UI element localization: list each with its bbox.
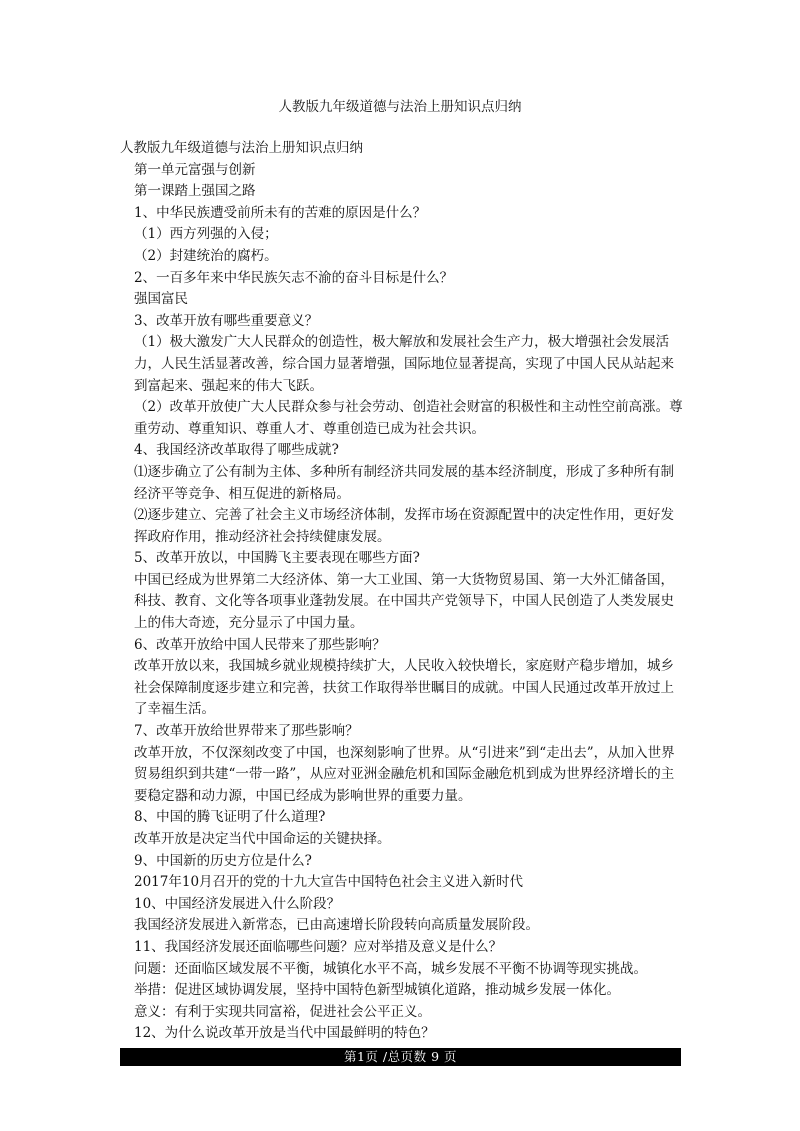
- paragraph: 第一单元富强与创新: [134, 161, 256, 178]
- paragraph: 9、中国新的历史方位是什么?: [134, 852, 312, 869]
- page-number-label: 第1页 /总页数 9 页: [343, 1049, 458, 1064]
- paragraph: 2、一百多年来中华民族矢志不渝的奋斗目标是什么？: [134, 269, 454, 286]
- paragraph: （1）极大激发广大人民群众的创造性，极大解放和发展社会生产力，极大增强社会发展活力，人民生活显著改善，综合国力显著增强，国际地位显著提高，实现了中国人民从站起来到富起来、强起来的伟大飞跃。: [134, 334, 674, 394]
- paragraph: 4、我国经济改革取得了哪些成就?: [134, 442, 339, 459]
- paragraph: 11、我国经济发展还面临哪些问题？应对举措及意义是什么？: [134, 938, 503, 955]
- paragraph: 改革开放以来，我国城乡就业规模持续扩大，人民收入较快增长，家庭财产稳步增加，城乡社会保障制度逐步建立和完善，扶贫工作取得举世瞩目的成就。中国人民通过改革开放过上了幸福生活。: [134, 658, 674, 718]
- paragraph: ⑵逐步建立、完善了社会主义市场经济体制，发挥市场在资源配置中的决定性作用，更好发挥政府作用，推动经济社会持续健康发展。: [134, 507, 674, 545]
- paragraph: 问题：还面临区域发展不平衡，城镇化水平不高，城乡发展不平衡不协调等现实挑战。: [134, 960, 647, 977]
- page-title: 人教版九年级道德与法治上册知识点归纳: [278, 99, 522, 115]
- paragraph: ⑴逐步确立了公有制为主体、多种所有制经济共同发展的基本经济制度，形成了多种所有制经济平等竞争、相互促进的新格局。: [134, 463, 674, 502]
- paragraph: 第一课踏上强国之路: [134, 183, 256, 200]
- document-body: [120, 138, 686, 1045]
- paragraph: 改革开放是决定当代中国命运的关键抉择。: [134, 831, 391, 847]
- paragraph: 意义：有利于实现共同富裕，促进社会公平正义。: [134, 1003, 431, 1020]
- paragraph: 我国经济发展进入新常态，已由高速增长阶段转向高质量发展阶段。: [134, 917, 539, 934]
- paragraph: 5、改革开放以，中国腾飞主要表现在哪些方面?: [134, 550, 420, 567]
- paragraph: 1、中华民族遭受前所未有的苦难的原因是什么？: [134, 204, 427, 221]
- paragraph: 7、改革开放给世界带来了那些影响？: [134, 723, 359, 740]
- paragraph: 10、中国经济发展进入什么阶段？: [134, 895, 341, 912]
- page-footer: [120, 1048, 681, 1066]
- paragraph: 改革开放，不仅深刻改变了中国，也深刻影响了世界。从“引进来”到“走出去”，从加入世界贸易组织到共建“一带一路”，从应对亚洲金融危机和国际金融危机到成为世界经济增长的主要稳定器和动力源，中国已经成为影响世界的重要力量。: [134, 744, 675, 804]
- paragraph: （1）西方列强的入侵；: [134, 226, 278, 243]
- paragraph: 2017年10月召开的党的十九大宣告中国特色社会主义进入新时代: [134, 874, 524, 891]
- paragraph: 6、改革开放给中国人民带来了那些影响？: [134, 636, 386, 653]
- paragraph: 8、中国的腾飞证明了什么道理?: [134, 809, 326, 826]
- paragraph: 12、为什么说改革开放是当代中国最鲜明的特色？: [134, 1025, 435, 1042]
- paragraph: 中国已经成为世界第二大经济体、第一大工业国、第一大货物贸易国、第一大外汇储备国，科技、教育、文化等各项事业蓬勃发展。在中国共产党领导下，中国人民创造了人类发展史上的伟大奇迹，充分显示了中国力量。: [134, 571, 674, 632]
- paragraph: 3、改革开放有哪些重要意义？: [134, 312, 319, 329]
- paragraph: 举措：促进区域协调发展，坚持中国特色新型城镇化道路，推动城乡发展一体化。: [134, 982, 620, 999]
- paragraph: 强国富民: [134, 291, 188, 308]
- paragraph: （2）改革开放使广大人民群众参与社会劳动、创造社会财富的积极性和主动性空前高涨。尊重劳动、尊重知识、尊重人才、尊重创造已成为社会共识。: [134, 399, 683, 437]
- paragraph: （2）封建统治的腐朽。: [134, 247, 278, 264]
- paragraph: 人教版九年级道德与法治上册知识点归纳: [120, 140, 363, 156]
